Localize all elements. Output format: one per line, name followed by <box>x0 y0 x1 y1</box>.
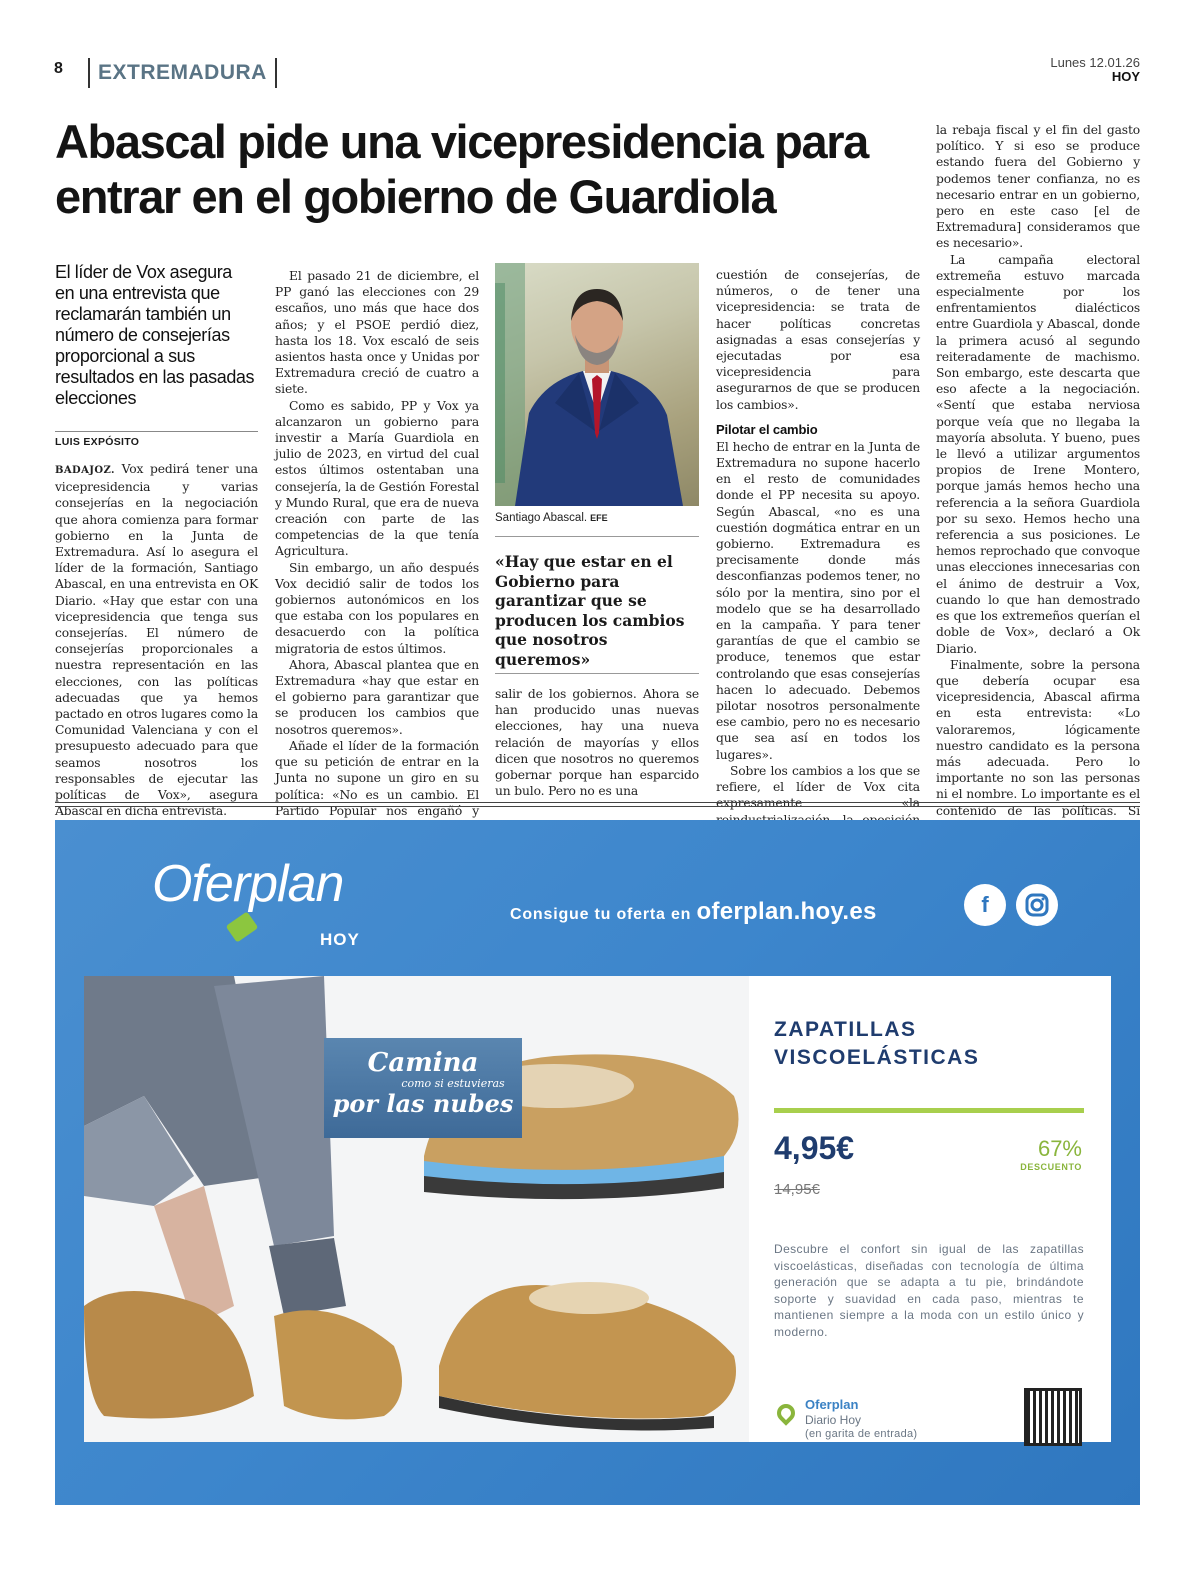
article-lead: El líder de Vox asegura en una entrevista que reclamarán también un número de consejerías proporcional a sus resultados en las pasadas elecciones <box>55 262 255 408</box>
caption-text: Santiago Abascal. <box>495 512 588 524</box>
instagram-glyph <box>1016 884 1058 926</box>
article-column-1 <box>55 461 258 819</box>
paragraph: La campaña electoral extremeña estuvo marcada especialmente por los enfrentamientos dialécticos entre Guardiola y Abascal, donde la primera acusó al segundo reiteradamente de machismo. Son embargo, este descarta que eso afecte a la negociación. «Sentí que estaba nerviosa porque veía que no llegaba la mayoría absoluta. Y bueno, pues le llevó a utilizar argumentos propios de Irene Montero, porque jamás hemos hecho una referencia a la señora Guardiola por su sexo. Hemos hecho una referencia a sus posiciones. Le hemos reprochado que convoque unas elecciones innecesarias con el ánimo de destruir a Vox, cuando lo que han demostrado es que los extremeños querían el doble de Vox», declaró a Ok Diario. <box>936 252 1140 656</box>
facebook-icon[interactable]: f <box>964 884 1006 926</box>
instagram-icon[interactable] <box>1016 884 1058 926</box>
slogan-badge <box>324 1038 522 1138</box>
photo-caption <box>495 512 608 524</box>
page-divider <box>55 806 1140 807</box>
newspaper-name: HOY <box>1111 69 1140 84</box>
pull-quote-top-rule <box>495 536 699 537</box>
paragraph: salir de los gobiernos. Ahora se han producido unas nuevas elecciones, hay una nueva relación de mayorías y ellos dicen que nosotros no queremos gobernar porque han esparcido un bulo. Pero no es una <box>495 687 699 799</box>
section-label: EXTREMADURA <box>98 61 267 84</box>
discount-label: DESCUENTO <box>1020 1162 1082 1172</box>
section-label-box <box>88 58 277 88</box>
paragraph: Sin embargo, un año después Vox decidió salir de todos los gobiernos autonómicos en los que estaba con los populares en desacuerdo con la política migratoria de estos últimos. <box>275 560 479 656</box>
paragraph: cuestión de consejerías, de números, o de tener una vicepresidencia: se trata de hacer políticas concretas asignadas a esas consejerías y ejecutadas por esa vicepresidencia para asegurarnos de que se producen los cambios». <box>716 268 920 412</box>
article-column-5 <box>936 122 1140 884</box>
paragraph <box>55 461 258 819</box>
paragraph: Añade el líder de la formación que su petición de entrar en la Junta no supone un giro en su política: «No es un cambio. El Partido Popular nos engañó y <box>275 738 479 818</box>
pull-quote: «Hay que estar en el Gobierno para garantizar que se producen los cambios que nosotros queremos» <box>495 552 685 669</box>
badge-line-1: Camina <box>367 1048 479 1078</box>
oferplan-logo-sub: HOY <box>320 930 360 949</box>
oferplan-advertisement[interactable] <box>55 820 1140 1505</box>
photo-credit: EFE <box>590 513 608 523</box>
badge-line-2: como si estuvieras <box>401 1077 505 1090</box>
paragraph: Finalmente, sobre la persona que debería ocupar esa vicepresidencia, Abascal afirma en esta entrevista: «Lo valoraremos, lógicamente nuestro candidato es la persona más adecuada. Pero lo importante no son las personas ni el nombre. Lo importante es el contenido de las políticas. Si <box>936 657 1140 818</box>
paragraph: El pasado 21 de diciembre, el PP ganó las elecciones con 29 escaños, uno más que hace dos años; y el PSOE perdió diez, hasta los 18. Vox escaló de seis asientos hasta once y Unidas por Extremadura creció de cuatro a siete. <box>275 269 479 397</box>
dateline: BADAJOZ. <box>55 465 115 476</box>
pickup-location-line-2: Diario Hoy <box>805 1413 862 1427</box>
pull-quote-bottom-rule <box>495 673 699 674</box>
discount-percentage: 67% <box>1037 1136 1082 1161</box>
product-image <box>84 976 749 1442</box>
title-underline <box>774 1108 1084 1113</box>
paragraph: Como es sabido, PP y Vox ya alcanzaron un gobierno para investir a María Guardiola en julio de 2023, en virtud del cual estos últimos ostentaban una consejería, la de Gestión Forestal y Mundo Rural, que era de nueva creación con parte de las competencias de la que tenía Agricultura. <box>275 398 479 559</box>
byline: LUIS EXPÓSITO <box>55 436 140 448</box>
badge-line-3: por las nubes <box>332 1089 514 1118</box>
location-pin-icon <box>773 1400 798 1425</box>
pickup-location-name: Oferplan <box>805 1397 859 1412</box>
issue-date: Lunes 12.01.26 <box>1050 55 1140 70</box>
byline-divider <box>55 431 258 432</box>
issue-date-block <box>1050 56 1140 84</box>
paragraph: la rebaja fiscal y el fin del gasto político. Y si eso se produce estando fuera del Gobierno y podemos tener confianza, no es necesario entrar en un gobierno, pero en este caso [el de Extremadura] consideramos que es necesario». <box>936 123 1140 251</box>
paragraph-text: Vox pedirá tener una vicepresidencia y varias consejerías en la negociación que ahora comienza para formar gobierno en la Junta de Extremadura. Así lo asegura el líder de la formación, Santiago Abascal, en una entrevista en OK Diario. «Hay que estar con una vicepresidencia que tenga sus consejerías. El número de consejerías proporcionales a nuestra representación en las elecciones, con las políticas adecuadas que ya hemos pactado en otros lugares como la Comunidad Valenciana y con el presupuesto adecuado para que seamos nosotros los responsables de ejecutar las políticas de Vox», asegura Abascal en dicha entrevista. <box>55 462 258 819</box>
cta-text: Consigue tu oferta en <box>510 906 692 923</box>
ad-product-card <box>84 976 1111 1442</box>
page-number: 8 <box>54 60 63 77</box>
article-photo <box>495 263 699 506</box>
oferplan-logo: Oferplan <box>152 855 344 913</box>
article-column-3 <box>495 686 699 799</box>
product-title: ZAPATILLAS VISCOELÁSTICAS <box>774 1018 980 1069</box>
paragraph: Ahora, Abascal plantea que en Extremadura «hay que estar en el gobierno para garantizar que se producen los cambios que nosotros queremos». <box>275 657 479 737</box>
paragraph: El hecho de entrar en la Junta de Extremadura no supone hacerlo en el resto de comunidades donde el PP necesita su apoyo. Según Abascal, «no es una cuestión dogmática entrar en un gobierno. Extremadura es precisamente donde más desconfianzas podemos tener, no sólo por la mentira, sino por el modelo que se ha desarrollado en la campaña. Y para tener garantías de que el cambio se produce, tenemos que estar controlando que esas consejerías hacen lo adecuado. Debemos pilotar nosotros personalmente ese cambio, pero no es necesario que sea así en todos los lugares». <box>716 439 920 762</box>
article-column-4 <box>716 267 920 860</box>
article-column-2 <box>275 268 479 835</box>
paragraph: Sobre los cambios a los que se refiere, el líder de Vox cita expresamente «la <box>716 763 920 811</box>
article-headline: Abascal pide una vicepresidencia para entrar en el gobierno de Guardiola <box>55 115 868 223</box>
offer-price: 4,95€ <box>774 1130 855 1166</box>
subhead: Pilotar el cambio <box>716 421 818 437</box>
ad-call-to-action <box>510 898 877 926</box>
price-tag-icon <box>226 911 259 942</box>
qr-code[interactable] <box>1024 1388 1082 1446</box>
original-price: 14,95€ <box>774 1181 820 1198</box>
product-description: Descubre el confort sin igual de las zapatillas viscoelásticas, diseñadas con tecnología de última generación que se adapta a tu pie, brindándote soporte y suavidad en cada paso, mientras te mantienen siempre a la moda con un estilo único y moderno. <box>774 1242 1084 1339</box>
pickup-location-line-3: (en garita de entrada) <box>805 1428 918 1440</box>
ad-url-link[interactable]: oferplan.hoy.es <box>696 898 877 925</box>
page-divider <box>55 802 1140 803</box>
portrait-illustration <box>495 263 699 506</box>
